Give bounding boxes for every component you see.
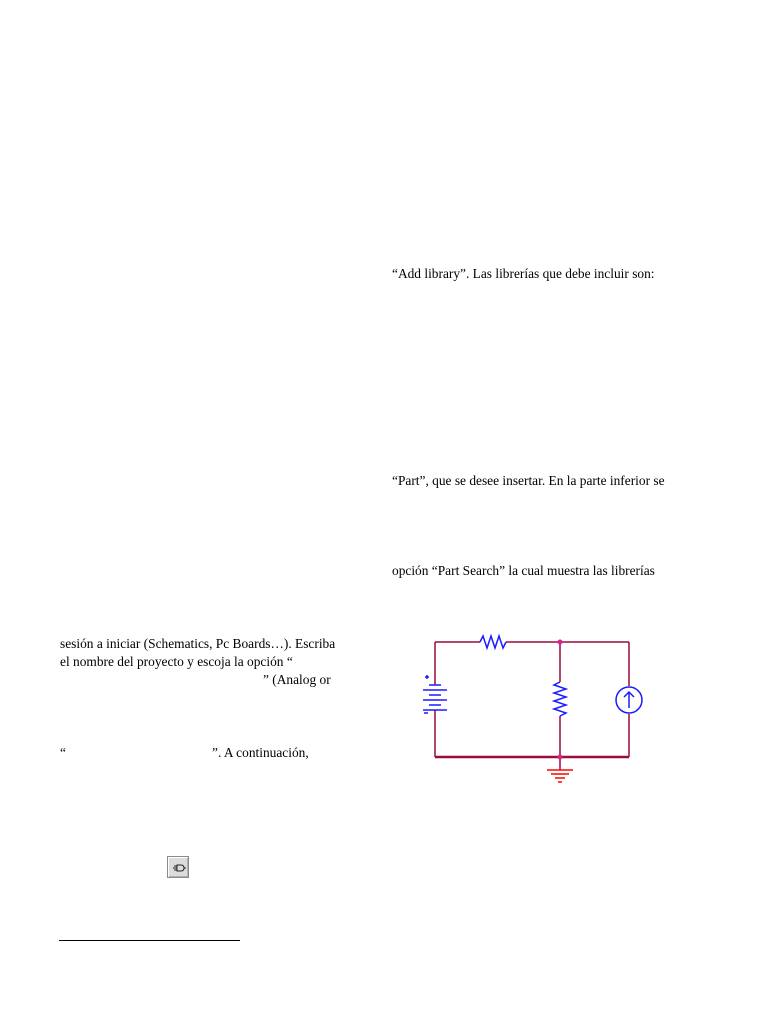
resistor-r1-icon xyxy=(480,636,506,648)
circuit-wires xyxy=(435,642,629,770)
text-project-name: el nombre del proyecto y escoja la opción “ xyxy=(60,654,293,669)
text-a-continuacion: ”. A continuación, xyxy=(212,745,309,760)
resistor-r2-icon xyxy=(554,682,566,716)
place-part-icon xyxy=(168,857,190,879)
current-source-icon xyxy=(616,687,642,713)
text-analog-or: ” (Analog or xyxy=(263,672,331,687)
text-open-quote: “ xyxy=(60,745,66,760)
text-part-insert: “Part”, que se desee insertar. En la parte inferior se xyxy=(392,473,665,488)
circuit-diagram xyxy=(410,630,650,790)
junction-node-top xyxy=(558,640,563,645)
text-session-start: sesión a iniciar (Schematics, Pc Boards…). Escriba xyxy=(60,636,336,651)
text-add-library: “Add library”. Las librerías que debe incluir son: xyxy=(392,266,655,281)
footnote-separator xyxy=(59,940,240,941)
text-part-search: opción “Part Search” la cual muestra las librerías xyxy=(392,563,655,578)
place-part-button[interactable] xyxy=(167,856,189,878)
junction-node-bottom xyxy=(558,755,563,760)
ground-icon xyxy=(547,770,573,782)
